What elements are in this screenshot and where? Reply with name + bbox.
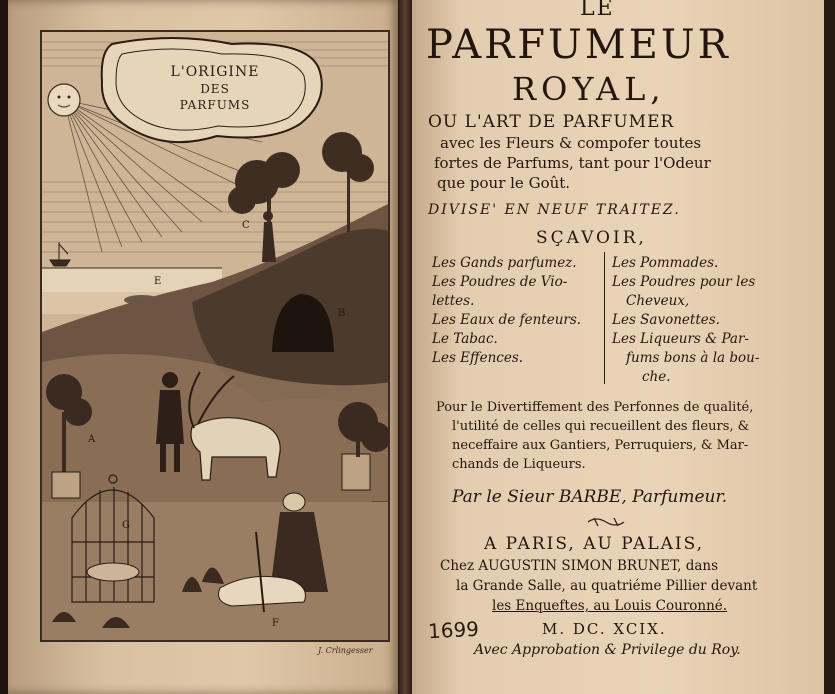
cartouche-line-3: PARFUMS xyxy=(179,98,251,112)
imprint-line-3: la Grande Salle, au quatriéme Pillier devant xyxy=(456,578,758,594)
subtitle-line-2: avec les Fleurs & compofer toutes xyxy=(440,134,702,152)
cartouche-line-1: L'ORIGINE xyxy=(170,64,260,80)
treatise-item: Les Eaux de fenteurs. xyxy=(432,312,582,328)
treatise-list-right xyxy=(612,254,759,387)
treatise-item: Les Liqueurs & Par- xyxy=(612,331,749,347)
engraving-letter-e: E xyxy=(154,276,162,287)
engraving-letter-a: A xyxy=(88,434,96,445)
treatise-item: Les Effences. xyxy=(432,350,524,366)
treatise-item: Cheveux, xyxy=(626,293,690,309)
treatise-item: che. xyxy=(642,369,671,385)
purpose-line-3: neceffaire aux Gantiers, Perruquiers, & Mar- xyxy=(452,438,749,453)
treatise-item: Les Poudres de Vio- xyxy=(432,274,568,290)
frontispiece-engraving xyxy=(40,30,390,642)
cartouche-line-2: DES xyxy=(200,82,230,96)
publication-year: M. DC. XCIX. xyxy=(542,620,667,638)
treatise-item: Les Savonettes. xyxy=(612,312,720,328)
background-edge xyxy=(824,0,835,694)
treatise-item: lettes. xyxy=(432,293,475,309)
handwritten-year: 1699 xyxy=(427,616,480,644)
engraving-scene xyxy=(42,32,390,642)
divise-line: DIVISE' EN NEUF TRAITEZ. xyxy=(428,202,681,218)
title-line-1: LE xyxy=(580,0,615,21)
subtitle-line-1: OU L'ART DE PARFUMER xyxy=(428,112,675,132)
treatise-item: Les Pommades. xyxy=(612,255,719,271)
treatise-item: Les Poudres pour les xyxy=(612,274,756,290)
ornament-icon xyxy=(586,516,626,528)
treatise-item: Le Tabac. xyxy=(432,331,498,347)
scavoir-line: SÇAVOIR, xyxy=(536,228,647,248)
imprint-line-2: Chez AUGUSTIN SIMON BRUNET, dans xyxy=(440,558,719,574)
author-line: Par le Sieur BARBE, Parfumeur. xyxy=(452,487,728,507)
treatise-item: fums bons à la bou- xyxy=(626,350,760,366)
engraving-letter-c: C xyxy=(242,220,250,231)
book-spine xyxy=(398,0,412,694)
imprint-line-4: les Enqueftes, au Louis Couronné. xyxy=(492,598,728,614)
title-line-3: ROYAL, xyxy=(512,70,666,108)
privilege-line: Avec Approbation & Privilege du Roy. xyxy=(474,642,741,658)
imprint-line-1: A PARIS, AU PALAIS, xyxy=(484,534,705,554)
column-divider xyxy=(604,252,605,384)
treatise-item: Les Gands parfumez. xyxy=(432,255,577,271)
title-line-2: PARFUMEUR xyxy=(426,22,731,68)
treatise-list-left xyxy=(432,254,581,368)
engraver-signature: J. Crlingesser xyxy=(318,646,373,655)
subtitle-line-4: que pour le Goût. xyxy=(437,174,571,192)
engraving-letter-g: G xyxy=(122,520,130,531)
engraving-letter-b: B xyxy=(338,308,346,319)
purpose-line-4: chands de Liqueurs. xyxy=(452,457,586,472)
purpose-line-2: l'utilité de celles qui recueillent des fleurs, & xyxy=(452,419,750,434)
purpose-line-1: Pour le Divertiffement des Perfonnes de qualité, xyxy=(436,400,754,415)
subtitle-line-3: fortes de Parfums, tant pour l'Odeur xyxy=(434,154,711,172)
engraving-letter-f: F xyxy=(272,618,279,629)
